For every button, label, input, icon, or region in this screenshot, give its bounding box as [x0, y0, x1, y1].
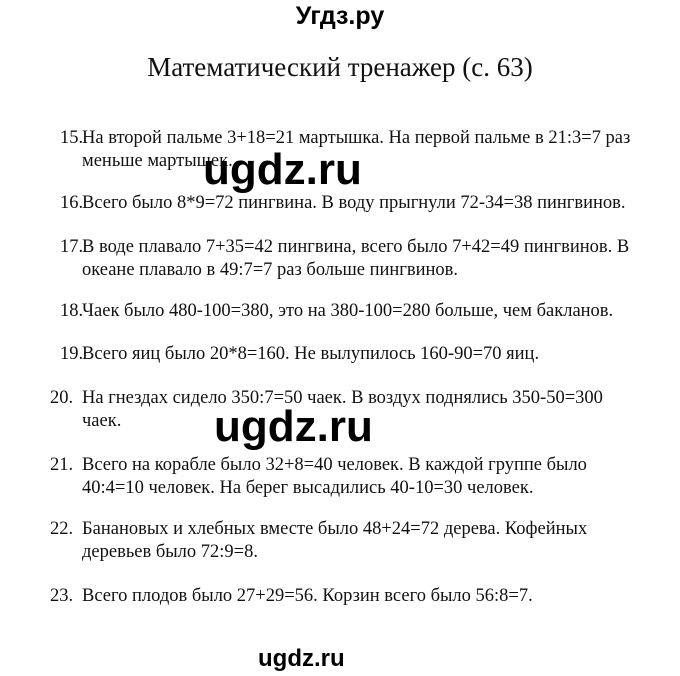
- task-line: Банановых и хлебных вместе было 48+24=72 дерева. Кофейных: [82, 519, 588, 539]
- watermark: ugdz.ru: [203, 145, 362, 194]
- task-line: Всего плодов было 27+29=56. Корзин всего было 56:8=7.: [82, 586, 533, 606]
- task-number: 23.: [50, 586, 74, 606]
- task-line: Всего яиц было 20*8=160. Не вылупилось 160-90=70 яиц.: [82, 344, 540, 364]
- task-number: 18.: [60, 301, 84, 321]
- footer-watermark: ugdz.ru: [258, 645, 345, 672]
- task-number: 22.: [50, 519, 74, 539]
- task-number: 15.: [60, 128, 84, 148]
- task-line: меньше мартышек.: [82, 151, 233, 171]
- task-19: [60, 343, 662, 366]
- task-line: 40:4=10 человек. На берег высадились 40-10=30 человек.: [82, 478, 534, 498]
- task-22: [50, 518, 662, 564]
- task-number: 20.: [50, 388, 74, 408]
- task-17: [60, 236, 662, 282]
- task-line: В воде плавало 7+35=42 пингвина, всего было 7+42=49 пингвинов. В: [82, 237, 630, 257]
- task-line: Всего на корабле было 32+8=40 человек. В каждой группе было: [82, 455, 587, 475]
- task-line: На второй пальме 3+18=21 мартышка. На первой пальме в 21:3=7 раз: [82, 128, 631, 148]
- task-23: [50, 585, 662, 608]
- task-line: Чаек было 480-100=380, это на 380-100=280 больше, чем бакланов.: [82, 301, 614, 321]
- site-header: Угдз.ру: [295, 2, 385, 30]
- task-number: 16.: [60, 193, 84, 213]
- page-title: Математический тренажер (с. 63): [147, 52, 533, 82]
- task-21: [50, 454, 662, 500]
- task-line: океане плавало в 49:7=7 раз больше пингвинов.: [82, 260, 459, 280]
- task-16: [60, 192, 662, 215]
- task-15: [60, 127, 662, 173]
- task-line: чаек.: [82, 411, 122, 431]
- task-18: [60, 300, 662, 323]
- task-line: деревьев было 72:9=8.: [82, 542, 258, 562]
- task-number: 17.: [60, 237, 84, 257]
- task-line: На гнездах сидело 350:7=50 чаек. В воздух поднялись 350-50=300: [82, 388, 603, 408]
- task-line: Всего было 8*9=72 пингвина. В воду прыгнули 72-34=38 пингвинов.: [82, 193, 626, 213]
- watermark: ugdz.ru: [214, 402, 373, 451]
- task-number: 21.: [50, 455, 74, 475]
- task-number: 19.: [60, 344, 84, 364]
